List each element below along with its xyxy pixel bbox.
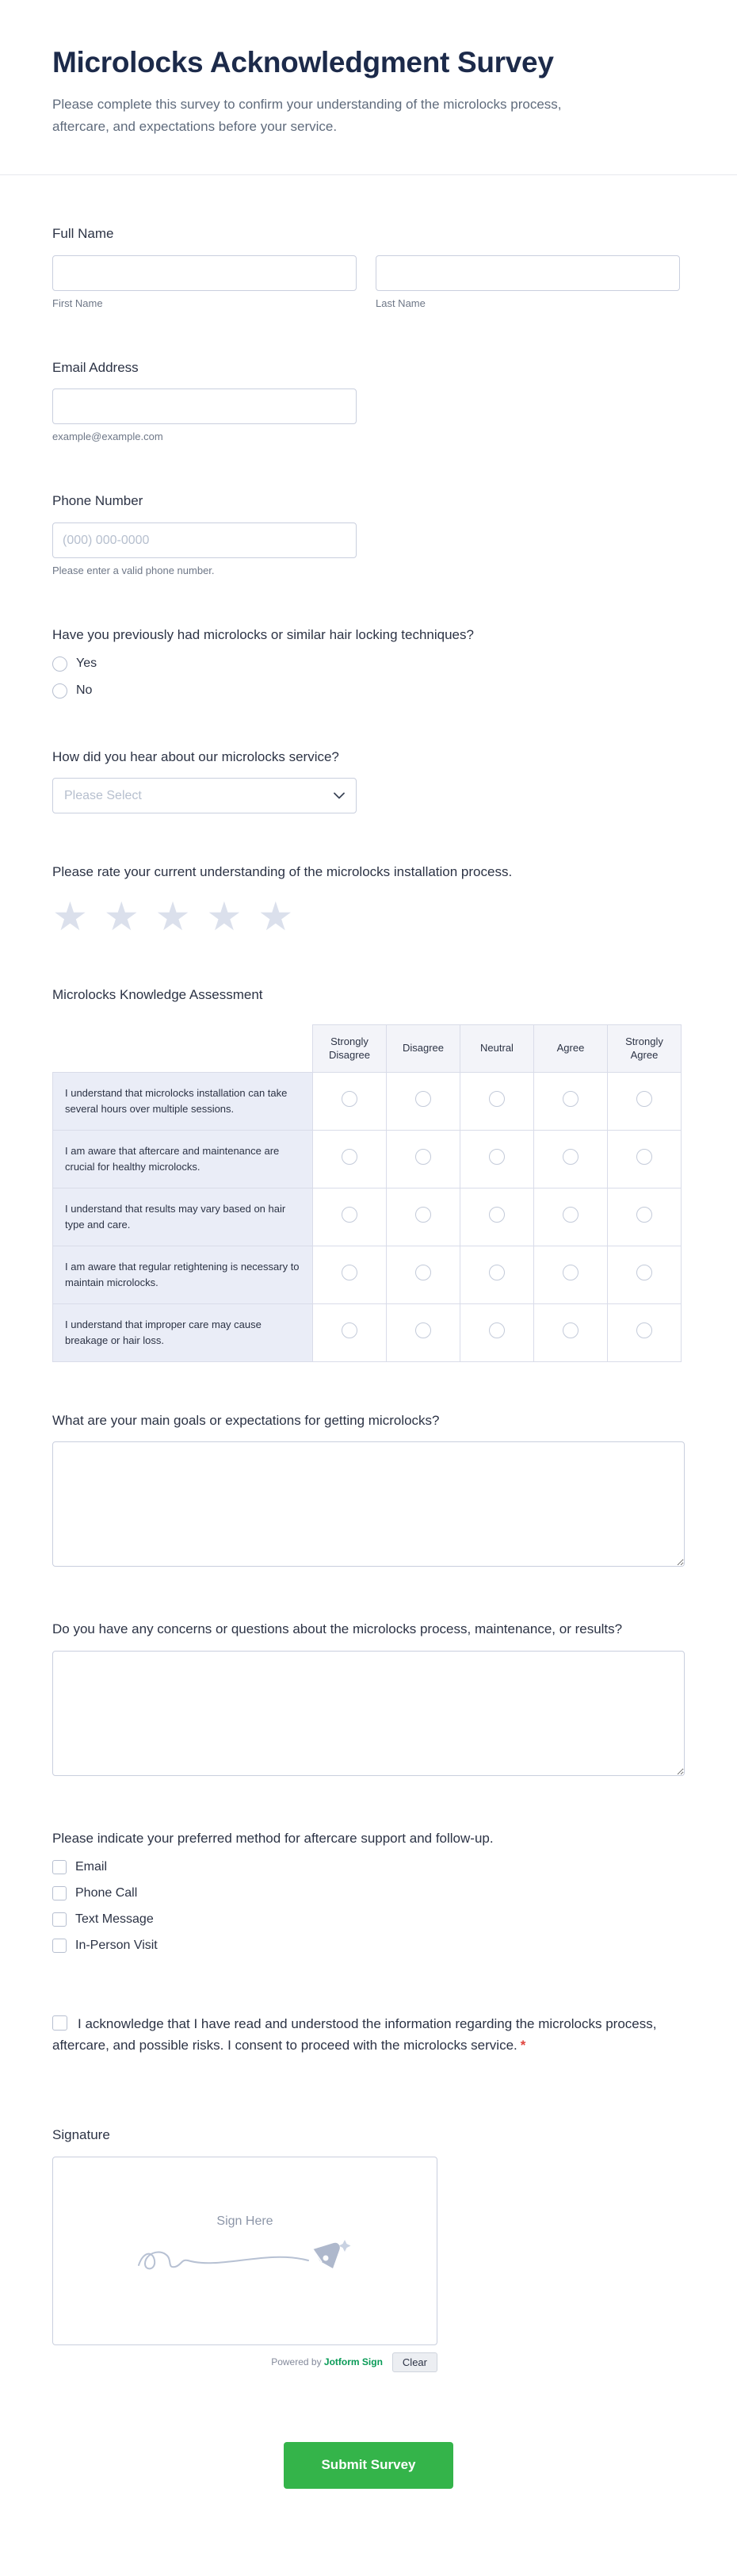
matrix-radio-icon[interactable] (489, 1265, 505, 1280)
checkbox-icon[interactable] (52, 1912, 67, 1927)
matrix-cell[interactable] (534, 1072, 608, 1130)
matrix-cell[interactable] (313, 1246, 387, 1303)
matrix-column-header: Disagree (387, 1024, 460, 1072)
field-knowledge-matrix (52, 986, 685, 1362)
referral-label: How did you hear about our microlocks service? (52, 748, 339, 764)
matrix-row (53, 1072, 682, 1130)
matrix-cell[interactable] (313, 1303, 387, 1361)
page-subtitle: Please complete this survey to confirm your understanding of the microlocks process, aftercare, and expectations before your service. (52, 97, 562, 135)
matrix-cell[interactable] (534, 1188, 608, 1246)
matrix-radio-icon[interactable] (489, 1091, 505, 1107)
chevron-down-icon (334, 792, 345, 799)
matrix-radio-icon[interactable] (415, 1149, 431, 1165)
field-previous-experience (52, 626, 685, 699)
checkbox-icon[interactable] (52, 1886, 67, 1900)
matrix-column-header: Agree (534, 1024, 608, 1072)
field-signature (52, 2126, 685, 2372)
clear-signature-button[interactable]: Clear (392, 2352, 437, 2372)
matrix-radio-icon[interactable] (489, 1149, 505, 1165)
field-full-name (52, 224, 685, 309)
matrix-radio-icon[interactable] (636, 1322, 652, 1338)
matrix-row-label: I understand that improper care may cause breakage or hair loss. (53, 1303, 313, 1361)
matrix-row-label: I understand that results may vary based on hair type and care. (53, 1188, 313, 1246)
rating-label: Please rate your current understanding of the microlocks installation process. (52, 864, 513, 880)
matrix-radio-icon[interactable] (489, 1207, 505, 1223)
goals-label: What are your main goals or expectations for getting microlocks? (52, 1412, 440, 1428)
checkbox-option-phone-call[interactable] (52, 1886, 685, 1900)
submit-row (52, 2442, 685, 2576)
matrix-cell[interactable] (460, 1072, 534, 1130)
matrix-radio-icon[interactable] (636, 1091, 652, 1107)
radio-option-label[interactable]: Yes (76, 656, 97, 671)
consent-text: I acknowledge that I have read and understood the information regarding the microlocks process, aftercare, and possible risks. I consent to proceed with the microlocks service. (52, 2015, 657, 2053)
referral-select-value: Please Select (64, 788, 142, 802)
star-rating (52, 893, 685, 940)
phone-input[interactable] (52, 522, 357, 558)
matrix-radio-icon[interactable] (563, 1091, 579, 1107)
email-input[interactable] (52, 389, 357, 424)
radio-button-icon[interactable] (52, 656, 67, 672)
matrix-cell[interactable] (460, 1303, 534, 1361)
matrix-radio-icon[interactable] (415, 1322, 431, 1338)
concerns-label: Do you have any concerns or questions about the microlocks process, maintenance, or results? (52, 1621, 623, 1637)
checkbox-option-label[interactable]: Text Message (75, 1912, 154, 1926)
matrix-cell[interactable] (313, 1130, 387, 1188)
knowledge-matrix (52, 1024, 682, 1362)
matrix-column-header: Neutral (460, 1024, 534, 1072)
last-name-sublabel: Last Name (376, 297, 426, 309)
checkbox-option-label[interactable]: Phone Call (75, 1885, 138, 1900)
matrix-cell[interactable] (608, 1303, 682, 1361)
matrix-row (53, 1246, 682, 1303)
field-concerns (52, 1620, 685, 1780)
referral-select[interactable] (52, 778, 357, 813)
matrix-cell[interactable] (387, 1072, 460, 1130)
matrix-cell[interactable] (387, 1130, 460, 1188)
matrix-cell[interactable] (608, 1188, 682, 1246)
powered-by-label (271, 2356, 383, 2367)
sign-here-label: Sign Here (216, 2214, 273, 2228)
matrix-corner-cell (53, 1024, 313, 1072)
full-name-label: Full Name (52, 226, 114, 242)
matrix-radio-icon[interactable] (342, 1265, 357, 1280)
matrix-cell[interactable] (387, 1303, 460, 1361)
matrix-radio-icon[interactable] (415, 1091, 431, 1107)
matrix-row (53, 1188, 682, 1246)
first-name-input[interactable] (52, 255, 357, 291)
matrix-cell[interactable] (460, 1130, 534, 1188)
radio-option-label[interactable]: No (76, 683, 93, 698)
matrix-cell[interactable] (387, 1188, 460, 1246)
star-icon[interactable]: ★ (155, 893, 191, 940)
field-goals (52, 1411, 685, 1571)
star-icon[interactable]: ★ (206, 893, 242, 940)
matrix-label: Microlocks Knowledge Assessment (52, 986, 263, 1002)
field-consent (52, 2013, 678, 2056)
field-rating (52, 863, 685, 940)
matrix-radio-icon[interactable] (563, 1265, 579, 1280)
field-aftercare (52, 1829, 685, 1953)
email-label: Email Address (52, 359, 139, 375)
matrix-cell[interactable] (534, 1303, 608, 1361)
first-name-sublabel: First Name (52, 297, 103, 309)
matrix-column-header: Strongly Agree (608, 1024, 682, 1072)
signature-pad[interactable] (52, 2157, 437, 2345)
matrix-radio-icon[interactable] (563, 1322, 579, 1338)
checkbox-icon[interactable] (52, 1860, 67, 1874)
checkbox-option-email[interactable] (52, 1860, 685, 1874)
signature-meta (52, 2352, 437, 2372)
matrix-radio-icon[interactable] (415, 1207, 431, 1223)
signature-label: Signature (52, 2126, 110, 2142)
matrix-cell[interactable] (460, 1188, 534, 1246)
signature-placeholder (126, 2214, 364, 2281)
matrix-row-label: I am aware that regular retightening is necessary to maintain microlocks. (53, 1246, 313, 1303)
form-header (0, 0, 737, 175)
matrix-cell[interactable] (608, 1246, 682, 1303)
survey-form (0, 175, 737, 2576)
matrix-radio-icon[interactable] (342, 1091, 357, 1107)
field-phone (52, 492, 685, 576)
star-icon[interactable]: ★ (258, 893, 294, 940)
star-icon[interactable]: ★ (52, 893, 88, 940)
matrix-radio-icon[interactable] (636, 1265, 652, 1280)
matrix-radio-icon[interactable] (342, 1149, 357, 1165)
powered-by-text: Powered by (271, 2356, 322, 2368)
checkbox-option-label[interactable]: Email (75, 1859, 108, 1874)
matrix-cell[interactable] (313, 1188, 387, 1246)
matrix-cell[interactable] (313, 1072, 387, 1130)
matrix-cell[interactable] (387, 1246, 460, 1303)
phone-label: Phone Number (52, 493, 143, 509)
matrix-column-header: Strongly Disagree (313, 1024, 387, 1072)
jotform-sign-link[interactable]: Jotform Sign (323, 2356, 383, 2368)
field-referral (52, 748, 685, 814)
matrix-radio-icon[interactable] (489, 1322, 505, 1338)
matrix-radio-icon[interactable] (563, 1207, 579, 1223)
submit-button[interactable]: Submit Survey (284, 2442, 453, 2489)
matrix-cell[interactable] (608, 1072, 682, 1130)
checkbox-option-in-person-visit[interactable] (52, 1939, 685, 1953)
previous-experience-label: Have you previously had microlocks or similar hair locking techniques? (52, 627, 474, 643)
matrix-cell[interactable] (608, 1130, 682, 1188)
checkbox-option-text-message[interactable] (52, 1912, 685, 1927)
matrix-radio-icon[interactable] (342, 1207, 357, 1223)
star-icon[interactable]: ★ (103, 893, 139, 940)
consent-checkbox[interactable] (52, 2015, 67, 2031)
matrix-radio-icon[interactable] (636, 1149, 652, 1165)
page-title: Microlocks Acknowledgment Survey (52, 46, 554, 78)
matrix-row (53, 1130, 682, 1188)
matrix-cell[interactable] (534, 1246, 608, 1303)
radio-option-yes[interactable] (52, 656, 685, 672)
matrix-cell[interactable] (460, 1246, 534, 1303)
matrix-row-label: I understand that microlocks installation can take several hours over multiple sessions. (53, 1072, 313, 1130)
matrix-radio-icon[interactable] (563, 1149, 579, 1165)
checkbox-icon[interactable] (52, 1939, 67, 1953)
required-asterisk: * (520, 2037, 526, 2053)
field-email (52, 358, 685, 443)
goals-textarea[interactable] (52, 1441, 685, 1567)
concerns-textarea[interactable] (52, 1651, 685, 1776)
email-sublabel: example@example.com (52, 431, 163, 443)
checkbox-option-label[interactable]: In-Person Visit (75, 1938, 158, 1952)
aftercare-label: Please indicate your preferred method for aftercare support and follow-up. (52, 1830, 494, 1846)
matrix-row-label: I am aware that aftercare and maintenance are crucial for healthy microlocks. (53, 1130, 313, 1188)
matrix-radio-icon[interactable] (415, 1265, 431, 1280)
matrix-radio-icon[interactable] (636, 1207, 652, 1223)
radio-option-no[interactable] (52, 683, 685, 699)
matrix-radio-icon[interactable] (342, 1322, 357, 1338)
matrix-cell[interactable] (534, 1130, 608, 1188)
last-name-input[interactable] (376, 255, 680, 291)
matrix-row (53, 1303, 682, 1361)
signature-pen-icon (126, 2230, 364, 2281)
radio-button-icon[interactable] (52, 683, 67, 699)
phone-sublabel: Please enter a valid phone number. (52, 565, 215, 577)
